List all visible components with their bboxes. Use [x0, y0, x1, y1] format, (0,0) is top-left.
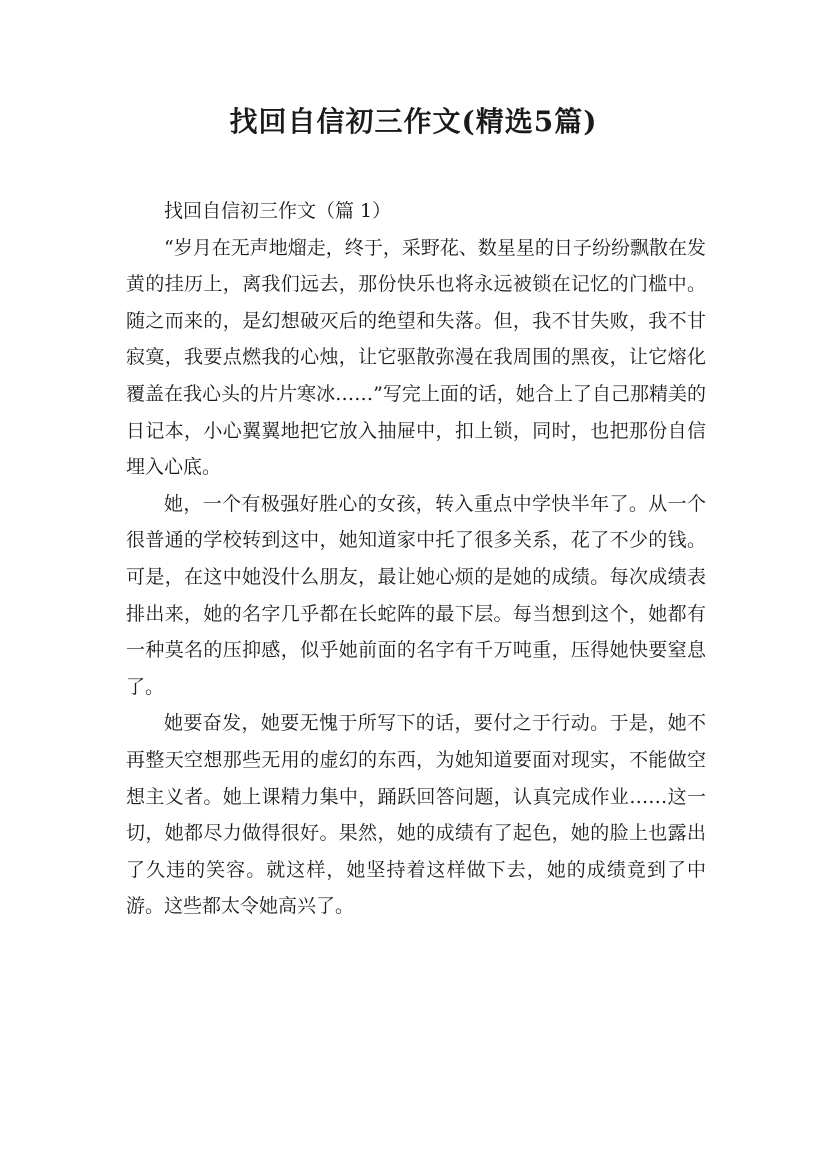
- paragraph-2: 她，一个有极强好胜心的女孩，转入重点中学快半年了。从一个很普通的学校转到这中，她知道家中托了很多关系，花了不少的钱。可是，在这中她没什么朋友，最让她心烦的是她的成绩。每次成绩表排出来，她的名字几乎都在长蛇阵的最下层。每当想到这个，她都有一种莫名的压抑感，似乎她前面的名字有千万吨重，压得她快要窒息了。: [126, 492, 706, 698]
- document-body: [126, 193, 706, 925]
- section-heading: 找回自信初三作文（篇 1）: [164, 200, 392, 222]
- paragraph-1: “岁月在无声地熘走，终于，采野花、数星星的日子纷纷飘散在发黄的挂历上，离我们远去，那份快乐也将永远被锁在记忆的门槛中。随之而来的，是幻想破灭后的绝望和失落。但，我不甘失败，我不甘寂寞，我要点燃我的心烛，让它驱散弥漫在我周围的黑夜，让它熔化覆盖在我心头的片片寒冰……”写完上面的话，她合上了自己那精美的日记本，小心翼翼地把它放入抽屉中，扣上锁，同时，也把那份自信埋入心底。: [126, 236, 706, 479]
- document-title: 找回自信初三作文(精选5篇): [229, 105, 598, 138]
- paragraph-3: 她要奋发，她要无愧于所写下的话，要付之于行动。于是，她不再整天空想那些无用的虚幻的东西，为她知道要面对现实，不能做空想主义者。她上课精力集中，踊跃回答问题，认真完成作业……这一切，她都尽力做得很好。果然，她的成绩有了起色，她的脸上也露出了久违的笑容。就这样，她坚持着这样做下去，她的成绩竟到了中游。这些都太令她高兴了。: [126, 712, 706, 918]
